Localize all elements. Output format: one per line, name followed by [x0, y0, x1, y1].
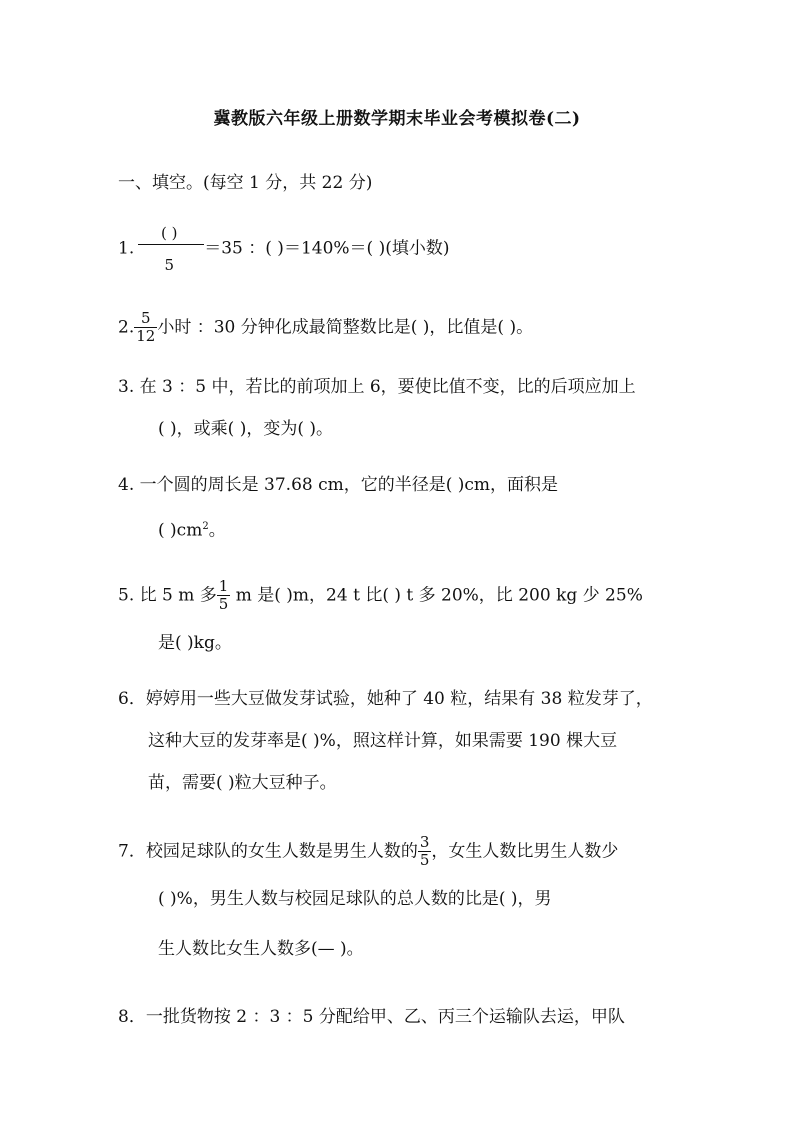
question-8-line-1: 8．一批货物按 2 ：3 ：5 分配给甲、乙、丙三个运输队去运，甲队: [118, 1007, 625, 1027]
question-6-line-3: 苗，需要( )粒大豆种子。: [148, 773, 337, 793]
superscript: 2: [202, 521, 209, 532]
fraction-numerator: 5: [134, 310, 157, 328]
fraction-numerator: 3: [419, 833, 430, 851]
question-2: [118, 310, 533, 346]
question-text: ( )cm: [158, 520, 203, 541]
question-6-line-1: 6．婷婷用一些大豆做发芽试验，她种了 40 粒，结果有 38 粒发芽了，: [118, 689, 653, 709]
fraction: [418, 834, 432, 870]
question-6-line-2: 这种大豆的发芽率是( )%，照这样计算，如果需要 190 棵大豆: [148, 731, 618, 751]
question-text: 。: [346, 939, 364, 959]
question-text: 。: [208, 520, 226, 541]
question-text: 生人数比女生人数多: [158, 939, 311, 959]
fraction: [217, 578, 231, 614]
fraction-numerator: ( ): [160, 224, 178, 242]
section-heading: 一、填空。(每空 1 分，共 22 分): [118, 173, 373, 193]
fraction-denominator: 5: [164, 256, 174, 274]
question-text: 小时 ：30 分钟化成最简整数比是( )，比值是( )。: [157, 317, 534, 338]
question-7-line-3: [158, 938, 364, 960]
question-3-line-2: ( )，或乘( )，变为( )。: [158, 419, 334, 439]
question-text: m 是( )m，24 t 比( ) t 多 20%，比 200 kg 少 25%: [230, 585, 643, 606]
answer-blank: (— ): [311, 939, 347, 959]
fraction: [134, 310, 157, 346]
question-text: 5. 比 5 m 多: [118, 585, 217, 606]
exam-title: 冀教版六年级上册数学期末毕业会考模拟卷(二): [213, 109, 581, 129]
question-number: 1.: [118, 238, 135, 259]
question-number: 2.: [118, 317, 135, 338]
question-text: ，女生人数比男生人数少: [431, 841, 619, 862]
question-7-line-1: [118, 834, 618, 870]
question-3-line-1: 3. 在 3 ：5 中，若比的前项加上 6，要使比值不变，比的后项应加上: [118, 377, 636, 397]
fraction-denominator: 5: [218, 595, 229, 614]
question-7-line-2: ( )%，男生人数与校园足球队的总人数的比是( )，男: [158, 889, 552, 909]
question-text: 7．校园足球队的女生人数是男生人数的: [118, 841, 418, 862]
fraction-denominator: 12: [136, 327, 156, 346]
question-1: [118, 222, 449, 276]
question-4-line-1: 4. 一个圆的周长是 37.68 cm，它的半径是( )cm，面积是: [118, 475, 559, 495]
fraction-denominator: 5: [419, 851, 430, 870]
question-4-line-2: [158, 516, 226, 542]
question-text: ＝35 ：( )＝140%＝( )(填小数): [204, 238, 450, 259]
question-5-line-1: [118, 578, 643, 614]
question-5-line-2: 是( )kg。: [158, 633, 232, 653]
fraction: [134, 222, 204, 276]
fraction-numerator: 1: [218, 577, 229, 595]
